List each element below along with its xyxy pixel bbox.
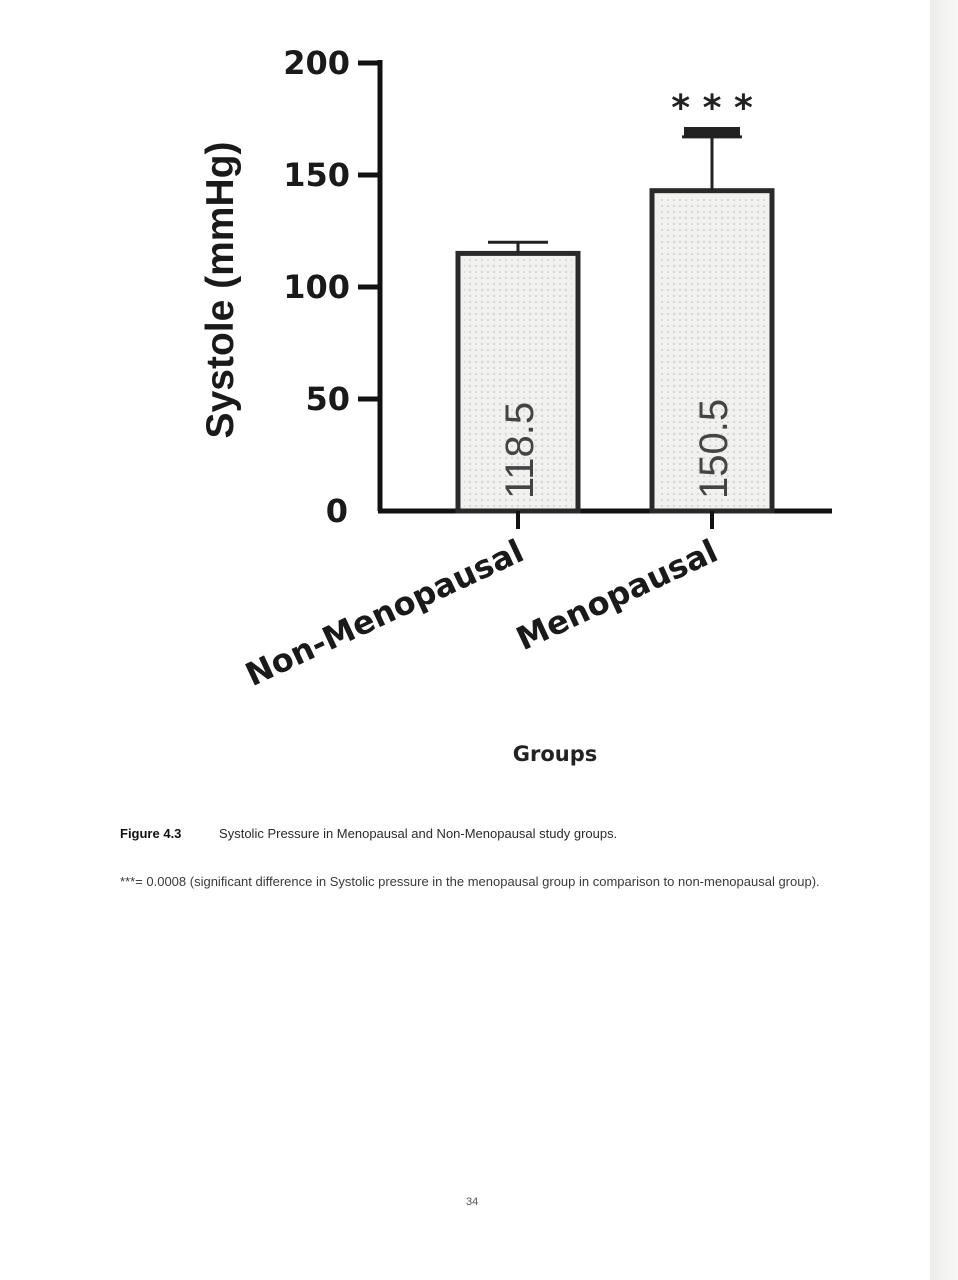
figure-caption	[120, 826, 840, 841]
y-axis-title: Systole (mmHg)	[199, 141, 242, 439]
significance-note: ***= 0.0008 (significant difference in Systolic pressure in the menopausal group in comparison to non-menopausal group).	[120, 874, 820, 889]
caption-text: Systolic Pressure in Menopausal and Non-Menopausal study groups.	[219, 826, 618, 841]
x-tick-label: Menopausal	[510, 531, 724, 659]
x-axis-title: Groups	[512, 742, 598, 766]
significance-stars: * * *	[671, 88, 753, 129]
data-label: 150.5	[692, 398, 736, 499]
y-tick-label: 150	[283, 156, 350, 194]
data-label: 118.5	[498, 401, 542, 499]
y-tick-label: 0	[325, 492, 348, 530]
page-number: 34	[466, 1196, 479, 1208]
y-tick-label: 100	[283, 268, 350, 306]
y-tick-label: 50	[305, 380, 350, 418]
figure-label: Figure 4.3	[120, 826, 182, 841]
x-tick-label: Non-Menopausal	[239, 531, 530, 694]
y-tick-label: 200	[283, 44, 350, 82]
